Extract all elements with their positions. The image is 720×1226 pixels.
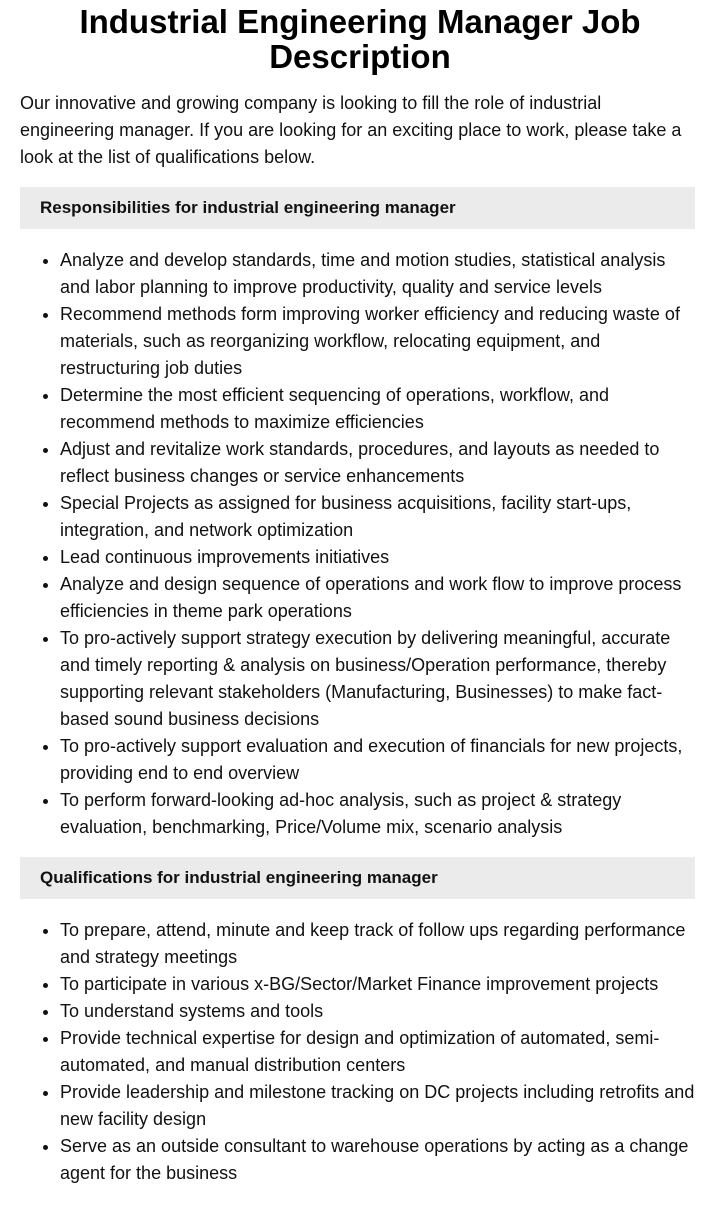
list-item: • Determine the most efficient sequencing of operations, workflow, and recommend methods to maximize efficiencies <box>60 382 695 436</box>
qualifications-list <box>20 917 695 1187</box>
page-title: Industrial Engineering Manager Job Description <box>79 3 641 75</box>
responsibilities-heading: Responsibilities for industrial engineering manager <box>20 187 695 229</box>
list-item: • Lead continuous improvements initiatives <box>60 544 695 571</box>
list-item: • Recommend methods form improving worker efficiency and reducing waste of materials, such as reorganizing workflow, relocating equipment, and restructuring job duties <box>60 301 695 382</box>
list-item: • Serve as an outside consultant to warehouse operations by acting as a change agent for the business <box>60 1133 695 1187</box>
list-item: • Adjust and revitalize work standards, procedures, and layouts as needed to reflect business changes or service enhancements <box>60 436 695 490</box>
list-item: • To pro-actively support strategy execution by delivering meaningful, accurate and timely reporting & analysis on business/Operation performance, thereby supporting relevant stakeholders (Manufacturing, Businesses) to make fact-based sound business decisions <box>60 625 695 733</box>
list-item: • Analyze and develop standards, time and motion studies, statistical analysis and labor planning to improve productivity, quality and service levels <box>60 247 695 301</box>
list-item: • Provide leadership and milestone tracking on DC projects including retrofits and new facility design <box>60 1079 695 1133</box>
qualifications-heading: Qualifications for industrial engineering manager <box>20 857 695 899</box>
list-item: • To prepare, attend, minute and keep track of follow ups regarding performance and strategy meetings <box>60 917 695 971</box>
list-item: • Analyze and design sequence of operations and work flow to improve process efficiencies in theme park operations <box>60 571 695 625</box>
responsibilities-list <box>20 247 695 841</box>
list-item: • To perform forward-looking ad-hoc analysis, such as project & strategy evaluation, benchmarking, Price/Volume mix, scenario analysis <box>60 787 695 841</box>
list-item: • Provide technical expertise for design and optimization of automated, semi-automated, and manual distribution centers <box>60 1025 695 1079</box>
list-item: • To participate in various x-BG/Sector/Market Finance improvement projects <box>60 971 695 998</box>
list-item: • To pro-actively support evaluation and execution of financials for new projects, providing end to end overview <box>60 733 695 787</box>
list-item: • To understand systems and tools <box>60 998 695 1025</box>
list-item: • Special Projects as assigned for business acquisitions, facility start-ups, integration, and network optimization <box>60 490 695 544</box>
intro-paragraph: Our innovative and growing company is looking to fill the role of industrial engineering manager. If you are looking for an exciting place to work, please take a look at the list of qualifications below. <box>20 93 682 167</box>
